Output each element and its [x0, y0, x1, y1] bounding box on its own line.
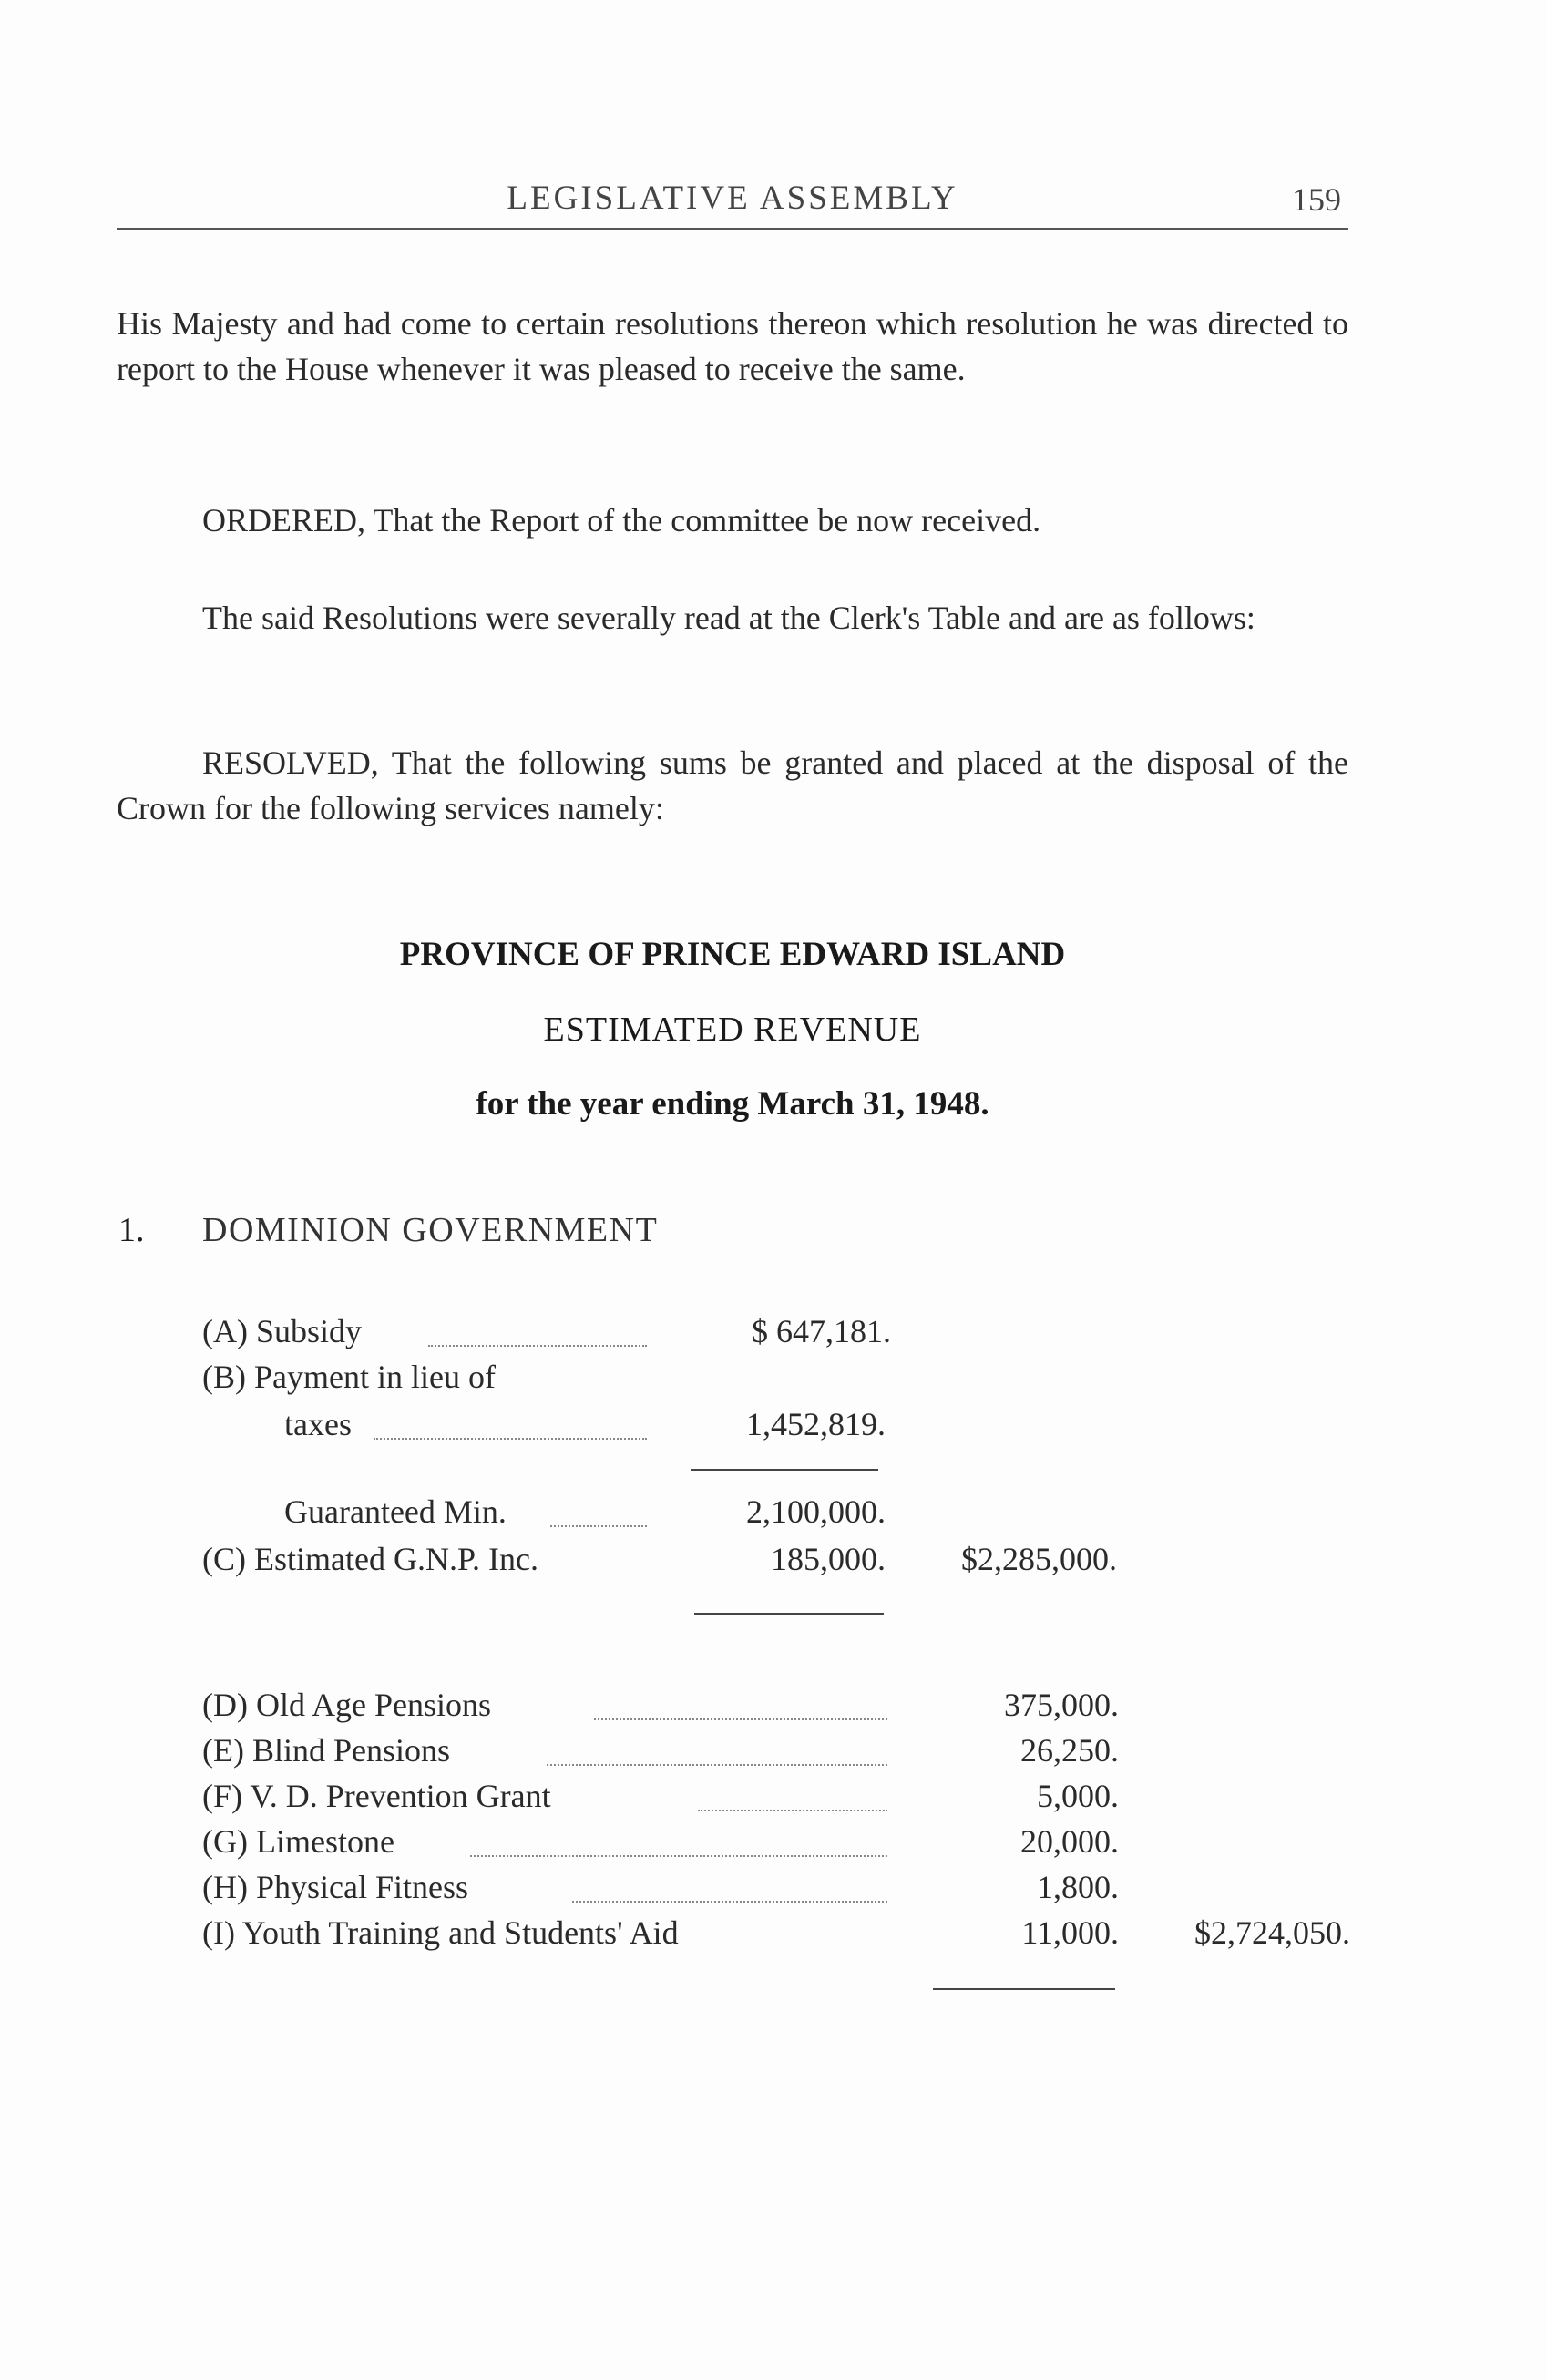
leader-dots [572, 1901, 887, 1903]
row-total: $2,285,000. [961, 1541, 1117, 1577]
row-amount: $ 647,181. [752, 1313, 891, 1349]
row-amount: 375,000. [1004, 1687, 1119, 1723]
grand-total: $2,724,050. [1194, 1914, 1350, 1951]
row-amount: 1,452,819. [746, 1406, 886, 1442]
row-amount: 26,250. [1020, 1732, 1119, 1769]
leader-dots [470, 1855, 887, 1857]
row-label: (B) Payment in lieu of [202, 1359, 496, 1395]
row-label: (E) Blind Pensions [202, 1732, 451, 1769]
header-rule [117, 228, 1348, 230]
row-label: (I) Youth Training and Students' Aid [202, 1914, 679, 1951]
row-amount: 11,000. [1021, 1914, 1119, 1951]
revenue-row-c [0, 1540, 1547, 1585]
subtotal-rule [694, 1613, 884, 1615]
row-amount: 2,100,000. [746, 1493, 886, 1530]
row-label: (C) Estimated G.N.P. Inc. [202, 1541, 538, 1577]
leader-dots [698, 1810, 887, 1811]
row-label: Guaranteed Min. [284, 1493, 507, 1530]
revenue-row-b-continued [0, 1405, 1547, 1451]
leader-dots [550, 1525, 647, 1527]
revenue-row-f [0, 1777, 1547, 1822]
row-amount: 20,000. [1020, 1823, 1119, 1860]
row-label: (F) V. D. Prevention Grant [202, 1778, 551, 1814]
leader-dots [374, 1438, 647, 1440]
row-label: (A) Subsidy [202, 1313, 363, 1349]
revenue-row-h [0, 1868, 1547, 1913]
leader-dots [594, 1718, 887, 1720]
total-rule [933, 1988, 1115, 1990]
revenue-row-g [0, 1822, 1547, 1868]
heading-province: PROVINCE OF PRINCE EDWARD ISLAND [399, 936, 1066, 973]
paragraph-resolved: RESOLVED, That the following sums be granted and placed at the disposal of the Crown for the following services namely: [117, 744, 1348, 826]
heading-year-ending: for the year ending March 31, 1948. [476, 1085, 989, 1123]
section-title: DOMINION GOVERNMENT [202, 1211, 659, 1249]
row-label: (G) Limestone [202, 1823, 394, 1860]
revenue-row-e [0, 1731, 1547, 1777]
running-title: LEGISLATIVE ASSEMBLY [507, 180, 958, 217]
revenue-row-i [0, 1913, 1547, 1959]
paragraph-continuation: His Majesty and had come to certain resolutions thereon which resolution he was directed to report to the House whenever it was pleased to receive the same. [117, 305, 1348, 387]
row-amount: 185,000. [771, 1541, 886, 1577]
row-amount: 1,800. [1037, 1869, 1119, 1905]
subtotal-rule [691, 1469, 878, 1471]
heading-estimated-revenue: ESTIMATED REVENUE [543, 1010, 922, 1049]
row-label: (D) Old Age Pensions [202, 1687, 491, 1723]
row-amount: 5,000. [1037, 1778, 1119, 1814]
section-number: 1. [118, 1211, 145, 1249]
page-header [117, 179, 1348, 233]
row-label: taxes [284, 1406, 352, 1442]
paragraph-ordered: ORDERED, That the Report of the committee be now received. [202, 502, 1041, 539]
page-number: 159 [1292, 181, 1341, 218]
revenue-row-a [0, 1312, 1547, 1358]
revenue-row-guaranteed [0, 1493, 1547, 1538]
row-label: (H) Physical Fitness [202, 1869, 468, 1905]
paragraph-resolutions-read: The said Resolutions were severally read at the Clerk's Table and are as follows: [202, 600, 1255, 636]
revenue-row-d [0, 1686, 1547, 1731]
revenue-row-b [0, 1358, 1547, 1403]
leader-dots [547, 1764, 887, 1766]
leader-dots [428, 1345, 647, 1347]
